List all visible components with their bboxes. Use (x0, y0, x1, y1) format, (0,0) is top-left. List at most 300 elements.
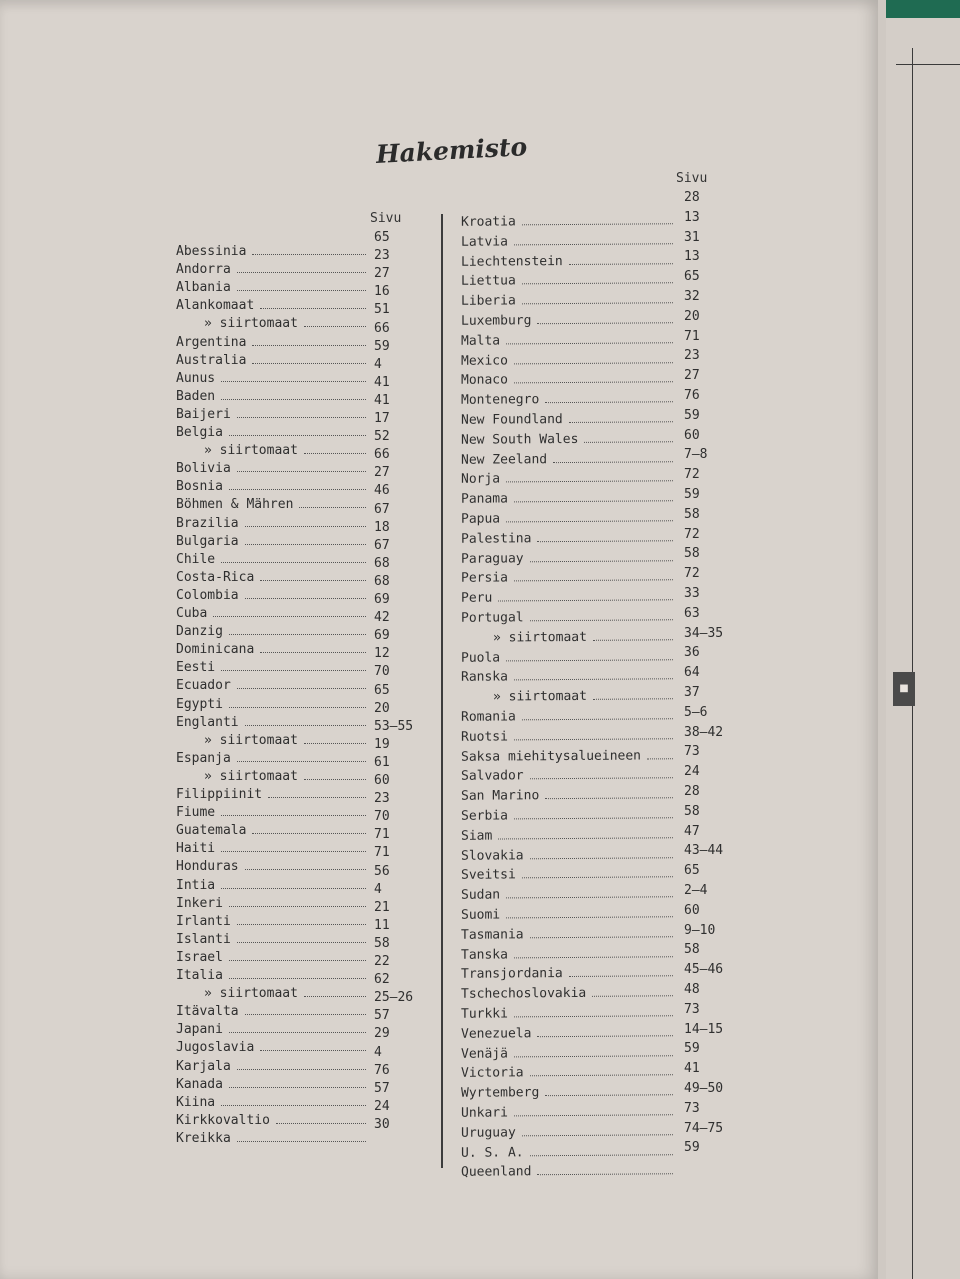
page-number: 24 (684, 764, 700, 780)
entry-name: Turkki (461, 1006, 508, 1022)
dot-leader (245, 598, 366, 599)
dot-leader (221, 815, 366, 816)
index-entry (461, 550, 675, 569)
dot-leader (514, 738, 673, 740)
index-entry (176, 769, 366, 787)
page-number: 20 (374, 700, 390, 716)
entry-name: Tschechoslovakia (461, 986, 587, 1002)
page-number: 27 (684, 368, 700, 384)
page-number: 52 (374, 429, 390, 445)
index-entry (461, 431, 675, 450)
index-entry (176, 371, 366, 389)
right-page-column-header: Sivu (676, 171, 708, 186)
dot-leader (514, 580, 673, 582)
page-number: 11 (374, 917, 390, 933)
dot-leader (514, 1015, 673, 1017)
entry-name: Bosnia (176, 479, 223, 495)
dot-leader (237, 471, 366, 472)
index-entry (461, 292, 675, 311)
entry-name: Liettua (461, 273, 516, 290)
page-number: 23 (374, 791, 390, 807)
index-entry (176, 1095, 366, 1113)
entry-name: Victoria (461, 1065, 524, 1082)
dot-leader (268, 797, 366, 798)
page-number: 41 (684, 1061, 700, 1077)
page-number: 53—55 (374, 718, 414, 734)
dot-leader (530, 619, 673, 621)
adjacent-page-rule-horizontal (896, 64, 960, 65)
dot-leader (237, 290, 366, 291)
index-entry (461, 1104, 675, 1123)
index-entry (176, 1059, 366, 1077)
index-entry (461, 1045, 675, 1064)
entry-name: Unkari (461, 1105, 508, 1121)
entry-name: » siirtomaat (204, 768, 298, 784)
entry-name: Intia (176, 877, 216, 893)
dot-leader (506, 342, 673, 344)
page-number: 65 (374, 230, 390, 245)
index-entry (461, 352, 675, 371)
dot-leader (304, 453, 366, 454)
index-entry (176, 298, 366, 316)
index-entry (176, 932, 366, 950)
index-entry (461, 768, 675, 787)
page-number: 13 (684, 209, 700, 225)
index-entry (461, 728, 675, 747)
dot-leader (530, 936, 673, 938)
page-number: 70 (374, 664, 390, 680)
entry-name: Inkeri (176, 895, 223, 911)
page-number: 20 (684, 308, 700, 324)
dot-leader (229, 1032, 366, 1033)
index-entry (176, 859, 366, 877)
entry-name: Alankomaat (176, 298, 255, 314)
dot-leader (537, 1035, 673, 1037)
dot-leader (530, 857, 673, 859)
entry-name: Portugal (461, 610, 524, 626)
page-number: 21 (374, 899, 390, 915)
page-number: 58 (684, 803, 700, 819)
page-number: 59 (684, 407, 700, 423)
page-number: 59 (684, 1041, 700, 1057)
dot-leader (221, 670, 366, 671)
entry-name: Kanada (176, 1076, 223, 1092)
dot-leader (260, 580, 366, 581)
entry-name: Costa-Rica (176, 569, 255, 585)
page-number: 58 (684, 506, 700, 522)
entry-name: Malta (461, 333, 501, 349)
dot-leader (506, 659, 673, 661)
page-number: 42 (374, 610, 390, 626)
stamp-mark: ■ (893, 672, 915, 706)
page-number: 65 (684, 863, 700, 879)
page-number: 49—50 (684, 1081, 724, 1096)
entry-name: San Marino (461, 788, 540, 804)
dot-leader (229, 1087, 366, 1088)
dot-leader (237, 761, 366, 762)
page-number: 12 (374, 646, 390, 662)
dot-leader (260, 1050, 366, 1051)
index-entry (461, 1065, 675, 1084)
index-entry (461, 1005, 675, 1024)
index-entry (176, 316, 366, 334)
entry-name: New Foundland (461, 412, 563, 428)
entry-name: Slovakia (461, 847, 524, 864)
entry-name: Itävalta (176, 1004, 239, 1020)
entry-name: Böhmen & Mähren (176, 497, 294, 513)
page-number: 22 (374, 954, 390, 969)
index-entry (176, 479, 366, 497)
dot-leader (229, 489, 366, 490)
dot-leader (553, 461, 673, 463)
entry-name: Tanska (461, 947, 508, 963)
page-number: 25—26 (374, 990, 414, 1006)
entry-name: Albania (176, 280, 231, 296)
entry-name: Israel (176, 949, 223, 965)
page-number: 65 (684, 269, 700, 285)
page-title: Hakemisto (375, 132, 528, 169)
entry-name: Wyrtemberg (461, 1085, 540, 1101)
index-entry (176, 1077, 366, 1095)
dot-leader (221, 381, 366, 382)
index-entry (461, 471, 675, 490)
page-number: 4 (374, 881, 382, 897)
index-entry (461, 332, 675, 351)
index-entry (176, 1113, 366, 1131)
entry-name: Fiume (176, 805, 216, 821)
entry-name: Kreikka (176, 1130, 231, 1146)
entry-name: Aunus (176, 370, 216, 386)
index-entry (176, 950, 366, 968)
page-number: 23 (374, 248, 390, 264)
entry-name: Espanja (176, 750, 231, 766)
index-entry (176, 407, 366, 425)
entry-name: Siam (461, 828, 493, 844)
entry-name: Venezuela (461, 1026, 532, 1042)
dot-leader (260, 308, 366, 309)
dot-leader (530, 560, 673, 562)
page-number: 13 (684, 249, 700, 265)
index-entry (461, 688, 675, 707)
page-number: 57 (374, 1080, 390, 1096)
index-entry (461, 985, 675, 1004)
index-entry (176, 1004, 366, 1022)
entry-name: Transjordania (461, 966, 563, 983)
index-entry (176, 606, 366, 624)
index-entry (461, 669, 675, 688)
entry-name: Peru (461, 590, 493, 606)
entry-name: Englanti (176, 714, 239, 730)
index-entry (461, 253, 675, 272)
dot-leader (304, 743, 366, 744)
index-entry (176, 425, 366, 443)
page-number: 23 (684, 348, 700, 364)
index-entry (461, 847, 675, 866)
index-entry (176, 787, 366, 805)
entry-name: Eesti (176, 660, 216, 676)
dot-leader (592, 995, 673, 997)
index-entry (176, 335, 366, 353)
dot-leader (245, 869, 366, 870)
index-entry (461, 649, 675, 668)
index-entry (176, 353, 366, 371)
page-number: 38—42 (684, 724, 724, 740)
index-entry (176, 751, 366, 769)
index-entry (461, 1124, 675, 1143)
page-number: 46 (374, 483, 390, 499)
dot-leader (530, 1154, 673, 1156)
entry-name: Haiti (176, 841, 216, 857)
index-entry (461, 570, 675, 589)
index-entry (461, 1144, 675, 1163)
dot-leader (522, 223, 673, 225)
index-entry (461, 213, 675, 232)
index-entry (461, 372, 675, 391)
index-entry (461, 966, 675, 985)
entry-name: New South Wales (461, 431, 579, 448)
dot-leader (237, 417, 366, 418)
entry-name: Uruguay (461, 1125, 516, 1141)
page-number: 36 (684, 645, 700, 661)
dot-leader (229, 707, 366, 708)
index-entry (176, 1131, 366, 1149)
index-entry (176, 461, 366, 479)
index-entry (461, 391, 675, 410)
entry-name: Chile (176, 551, 216, 567)
entry-name: Bulgaria (176, 533, 239, 549)
page-number: 7—8 (684, 447, 708, 463)
entry-name: Paraguay (461, 550, 524, 567)
page-number: 24 (374, 1098, 390, 1114)
dot-leader (304, 326, 366, 327)
entry-name: Venäjä (461, 1046, 508, 1062)
dot-leader (514, 243, 673, 245)
entry-name: Kirkkovaltio (176, 1112, 270, 1128)
dot-leader (252, 254, 366, 255)
entry-name: Sveitsi (461, 867, 516, 884)
index-entry (461, 312, 675, 331)
page-number: 51 (374, 302, 390, 318)
entry-name: Serbia (461, 808, 508, 824)
index-entry (461, 867, 675, 886)
page-number: 43—44 (684, 843, 724, 859)
page-number: 72 (684, 526, 700, 542)
dot-leader (584, 441, 673, 443)
entry-name: Panama (461, 491, 508, 507)
page-number: 59 (684, 487, 700, 502)
entry-name: Puola (461, 650, 501, 666)
left-page-column-header: Sivu (370, 211, 402, 226)
page-number: 56 (374, 863, 390, 879)
adjacent-page (886, 18, 960, 1279)
entry-name: » siirtomaat (493, 689, 587, 705)
entry-name: Ecuador (176, 678, 231, 694)
dot-leader (593, 698, 673, 700)
index-entry (461, 1084, 675, 1103)
entry-name: Queenland (461, 1164, 532, 1181)
entry-name: » siirtomaat (204, 732, 298, 748)
entry-name: » siirtomaat (204, 443, 298, 459)
page-number: 45—46 (684, 962, 724, 978)
dot-leader (304, 996, 366, 997)
entry-name: Sudan (461, 887, 501, 903)
dot-leader (537, 1174, 673, 1176)
page-number: 60 (684, 902, 700, 918)
index-entry (176, 697, 366, 715)
page-number: 4 (374, 356, 382, 372)
index-entry (461, 451, 675, 470)
dot-leader (229, 435, 366, 436)
page-number: 59 (684, 1140, 700, 1156)
page-number: 66 (374, 447, 390, 463)
entry-name: Colombia (176, 587, 239, 603)
dot-leader (647, 758, 673, 759)
adjacent-page-rule (912, 48, 913, 1279)
page-number: 70 (374, 809, 390, 825)
index-entry (176, 280, 366, 298)
index-entry (176, 497, 366, 515)
index-entry (461, 827, 675, 846)
index-entry (176, 389, 366, 407)
dot-leader (506, 481, 673, 483)
page-number: 37 (684, 685, 700, 700)
page-number: 73 (684, 744, 700, 760)
dot-leader (514, 679, 673, 681)
dot-leader (221, 399, 366, 400)
dot-leader (522, 302, 673, 304)
column-divider (441, 214, 443, 1168)
entry-name: Andorra (176, 262, 231, 278)
entry-name: Luxemburg (461, 313, 532, 329)
page-number: 68 (374, 573, 390, 589)
entry-name: Baijeri (176, 406, 231, 422)
dot-leader (514, 956, 673, 958)
entry-name: Filippiinit (176, 787, 263, 802)
dot-leader (252, 345, 366, 346)
index-entry (461, 946, 675, 965)
page-number: 4 (374, 1044, 382, 1060)
dot-leader (522, 877, 673, 879)
page-number: 64 (684, 665, 700, 681)
index-entry (461, 1164, 675, 1183)
entry-name: Kiina (176, 1094, 216, 1110)
page-edge (878, 0, 886, 1279)
entry-name: Latvia (461, 234, 508, 250)
entry-name: Japani (176, 1022, 223, 1038)
index-entry (461, 411, 675, 430)
dot-leader (237, 942, 366, 943)
index-entry (176, 244, 366, 262)
index-entry (176, 642, 366, 660)
dot-leader (252, 363, 366, 364)
index-entry (461, 609, 675, 628)
entry-name: Saksa miehitysalueineen (461, 748, 642, 765)
dot-leader (237, 924, 366, 925)
entry-name: Ruotsi (461, 729, 508, 745)
page-number: 33 (684, 586, 700, 601)
dot-leader (506, 896, 673, 898)
page-number: 2—4 (684, 883, 708, 898)
page-number: 18 (374, 519, 390, 535)
entry-name: Karjala (176, 1058, 231, 1074)
dot-leader (514, 817, 673, 819)
index-entry (176, 968, 366, 986)
index-entry (461, 510, 675, 529)
entry-name: Romania (461, 709, 516, 725)
page-number: 16 (374, 284, 390, 300)
entry-name: Danzig (176, 624, 223, 640)
page-number: 59 (374, 338, 390, 354)
dot-leader (522, 1134, 673, 1136)
page-number: 69 (374, 628, 390, 644)
page-number: 41 (374, 374, 390, 390)
index-entry (461, 1025, 675, 1044)
dot-leader (506, 916, 673, 918)
page-number: 72 (684, 566, 700, 582)
page-number: 69 (374, 592, 390, 607)
page-number: 30 (374, 1116, 390, 1132)
index-entry (176, 624, 366, 642)
index-entry (176, 552, 366, 570)
dot-leader (229, 634, 366, 635)
index-entry (176, 986, 366, 1004)
index-entry (176, 823, 366, 841)
entry-name: New Zeeland (461, 451, 548, 468)
page-number: 28 (684, 784, 700, 799)
index-entry (461, 906, 675, 925)
dot-leader (530, 1075, 673, 1077)
page-number: 63 (684, 605, 700, 621)
dot-leader (569, 263, 673, 265)
dot-leader (514, 382, 673, 384)
entry-name: Cuba (176, 606, 208, 621)
page-number: 72 (684, 467, 700, 483)
index-entry (461, 233, 675, 252)
dot-leader (514, 500, 673, 502)
entry-name: Egypti (176, 696, 223, 712)
entry-name: Abessinia (176, 244, 247, 259)
entry-name: Montenegro (461, 392, 540, 408)
page-number: 58 (374, 935, 390, 951)
page-number: 58 (684, 942, 700, 958)
entry-name: Italia (176, 968, 223, 983)
dot-leader (237, 1069, 366, 1070)
dot-leader (237, 688, 366, 689)
index-entry (176, 878, 366, 896)
dot-leader (221, 888, 366, 889)
dot-leader (245, 1014, 366, 1015)
entry-name: Tasmania (461, 927, 524, 943)
page-number: 34—35 (684, 625, 724, 641)
entry-name: Mexico (461, 353, 508, 369)
page-number: 19 (374, 736, 390, 752)
index-entry (176, 715, 366, 733)
index-entry (176, 1022, 366, 1040)
index-entry (461, 807, 675, 826)
index-entry (176, 896, 366, 914)
dot-leader (514, 1114, 673, 1116)
dot-leader (245, 725, 366, 726)
entry-name: Brazilia (176, 515, 239, 531)
index-entry (176, 1040, 366, 1058)
page-number: 48 (684, 982, 700, 997)
page-number: 28 (684, 190, 700, 205)
dot-leader (229, 978, 366, 979)
dot-leader (260, 652, 366, 653)
entry-name: U. S. A. (461, 1144, 524, 1161)
index-entry (176, 516, 366, 534)
dot-leader (569, 421, 673, 423)
